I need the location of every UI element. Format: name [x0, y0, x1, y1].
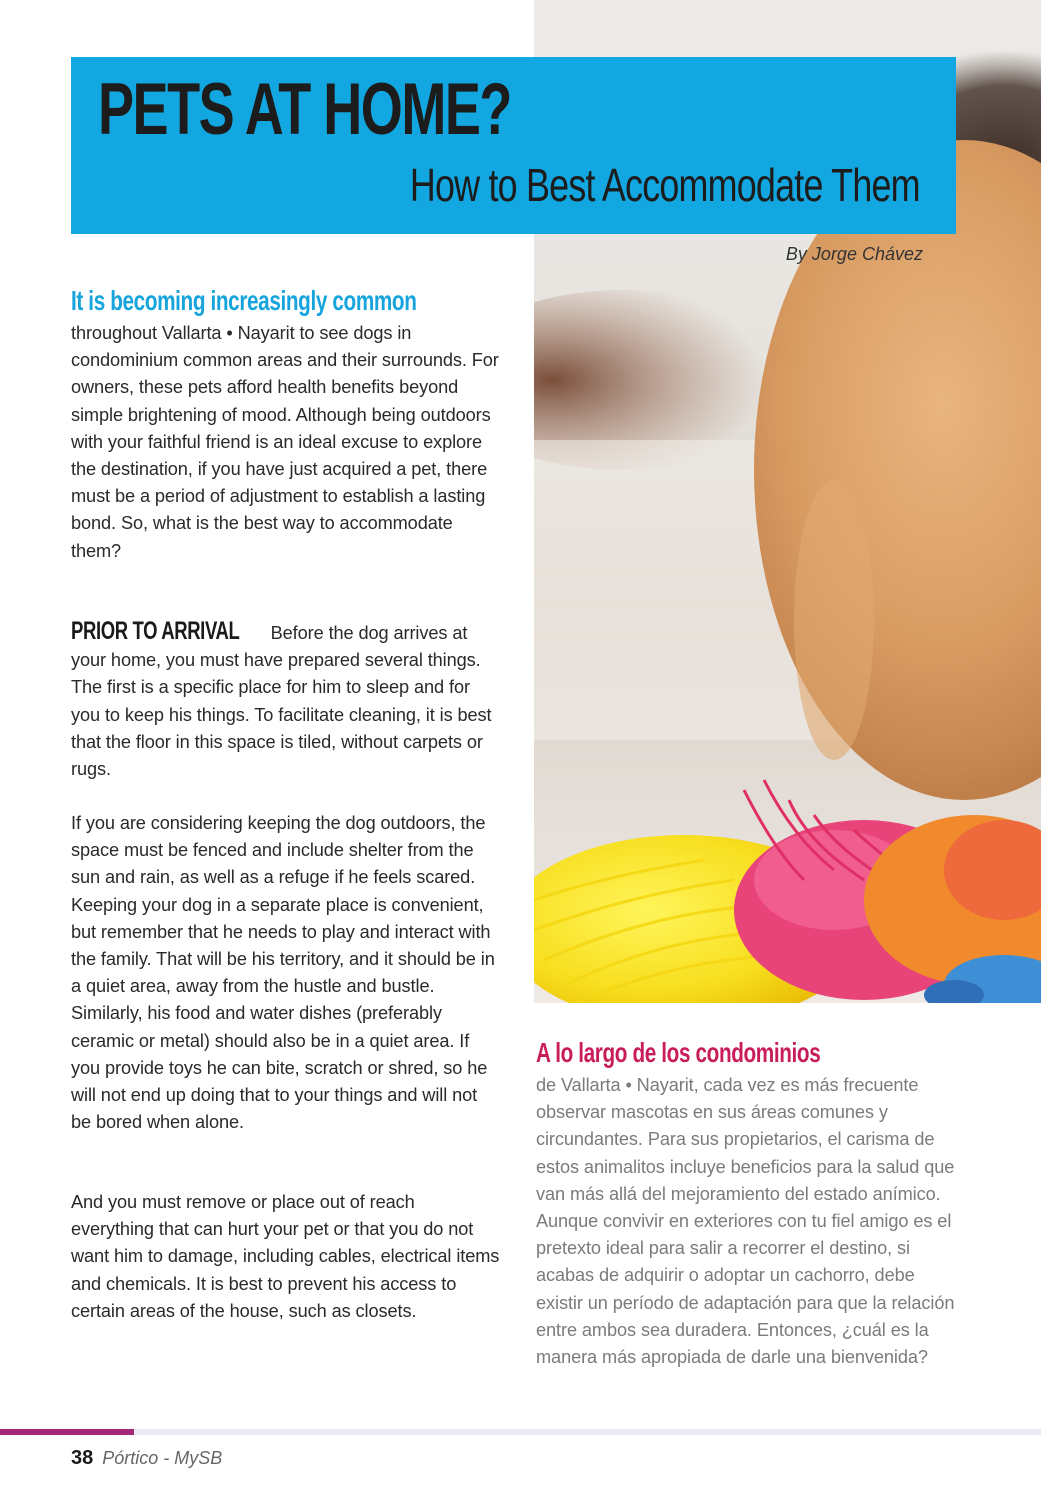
publication-name: Pórtico - MySB — [102, 1448, 223, 1468]
lead-heading: It is becoming increasingly common — [71, 285, 417, 316]
lead-paragraph: throughout Vallarta • Nayarit to see dogs in condominium common areas and their surrounds. For owners, these pets afford health benefits beyond simple brightening of mood. Although being outdoors with your faithful friend is an ideal excuse to explore the destination, if you have just acquired a pet, there must be a period of adjustment to establish a lasting bond. So, what is the best way to accommodate them? — [71, 323, 499, 561]
footer-rule — [0, 1429, 1041, 1435]
spanish-paragraph: de Vallarta • Nayarit, cada vez es más frecuente observar mascotas en sus áreas comunes y circundantes. Para sus propietarios, el carisma de estos animalitos incluye beneficios para la salud que van más allá del mejoramiento del estado anímico. Aunque convivir en exteriores con tu fiel amigo es el pretexto ideal para salir a recorrer el destino, si acabas de adquirir o adoptar un cachorro, debe existir un período de adaptación para que la relación entre ambos sea duradera. Entonces, ¿cuál es la manera más apropiada de darle una bienvenida? — [536, 1075, 955, 1368]
article-subtitle: How to Best Accommodate Them — [410, 159, 920, 211]
paragraph-outdoors: If you are considering keeping the dog outdoors, the space must be fenced and include shelter from the sun and rain, as well as a refuge if he feels scared. Keeping your dog in a separate place is convenient, but remember that he needs to play and interact with the family. That will be his territory, and it should be in a quiet area, away from the hustle and bustle. Similarly, his food and water dishes (preferably ceramic or metal) should also be in a quiet area. If you provide toys he can bite, scratch or shred, so he will not end up doing that to your things and will not be bored when alone. — [71, 813, 495, 1133]
title-banner — [71, 57, 956, 234]
spanish-heading: A lo largo de los condominios — [536, 1037, 821, 1068]
page-number: 38 — [71, 1447, 94, 1469]
paragraph-safety: And you must remove or place out of reach everything that can hurt your pet or that you do not want him to damage, including cables, electrical items and chemicals. It is best to prevent his access to certain areas of the house, such as closets. — [71, 1192, 500, 1321]
prior-paragraph — [71, 618, 501, 783]
footer-accent-rule — [0, 1429, 134, 1435]
author-byline: By Jorge Chávez — [785, 244, 923, 264]
prior-text: Before the dog arrives at your home, you must have prepared several things. The first is a specific place for him to sleep and for you to keep his things. To facilitate cleaning, it is best that the floor in this space is tiled, without carpets or rugs. — [71, 623, 492, 780]
article-title: PETS AT HOME? — [98, 69, 511, 150]
page-footer — [71, 1447, 222, 1470]
prior-label: PRIOR TO ARRIVAL — [71, 617, 240, 645]
